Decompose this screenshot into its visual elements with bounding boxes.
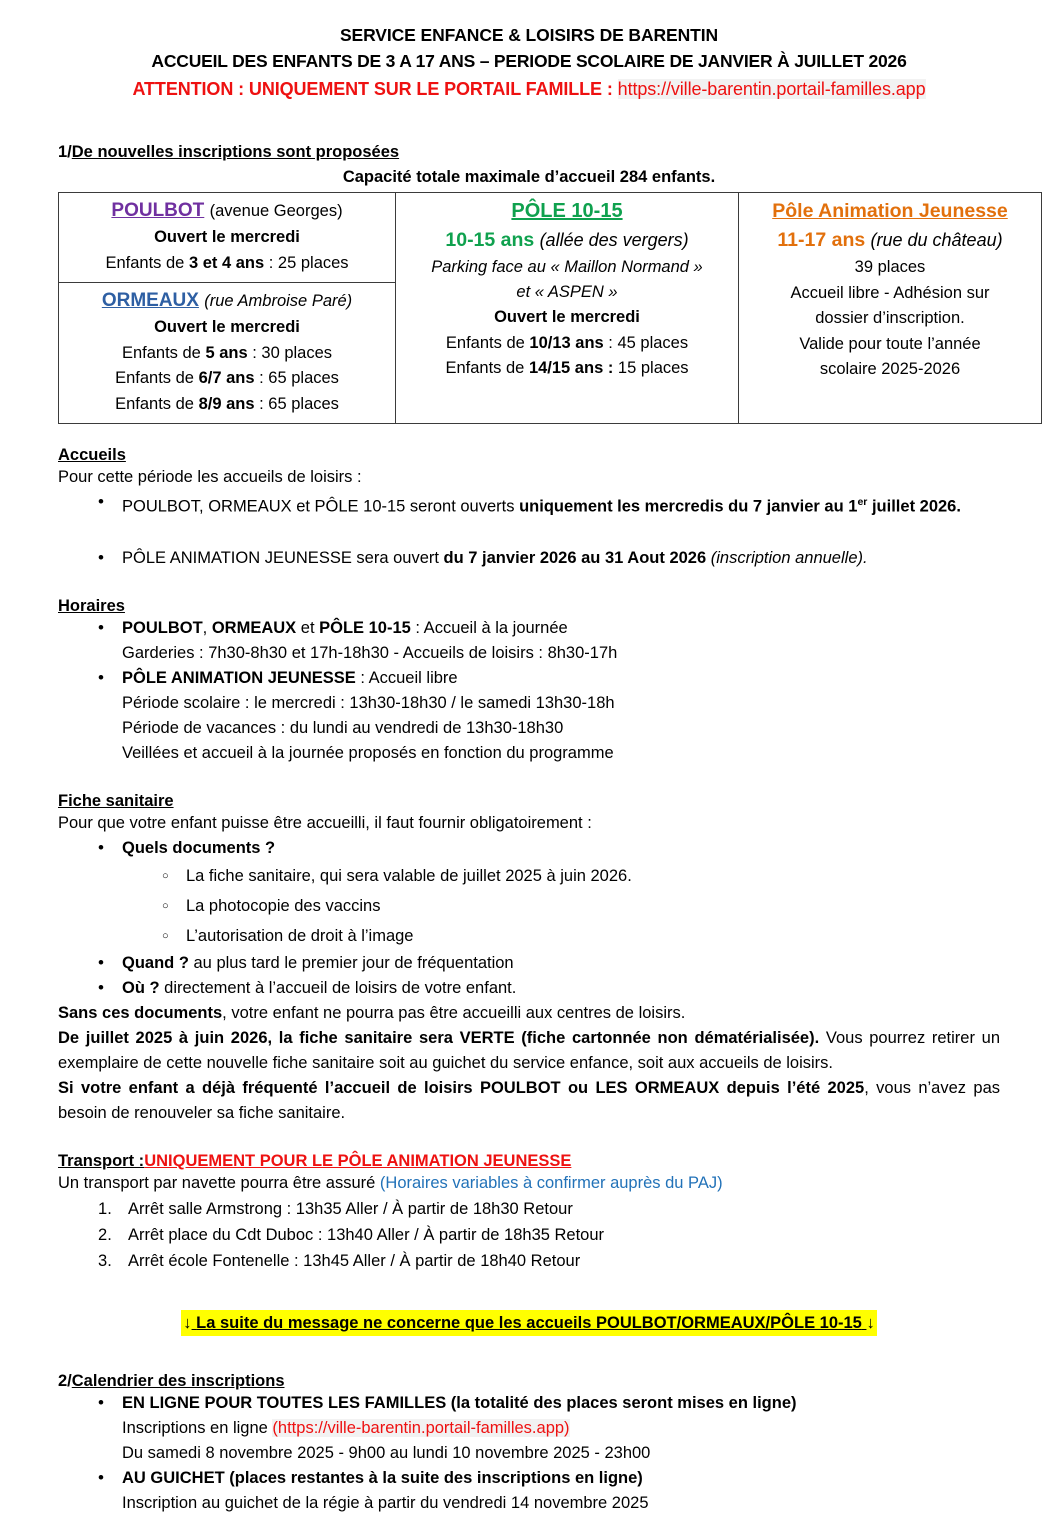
capacity-table [58, 192, 1042, 424]
horaires-i1-m1: , [202, 618, 212, 637]
poulbot-address: (avenue Georges) [209, 202, 343, 220]
pole-row1-suffix: : 45 places [603, 333, 689, 352]
accueils-intro: Pour cette période les accueils de loisirs : [58, 468, 362, 486]
pole-header [402, 197, 732, 226]
transport-heading [58, 1152, 1000, 1171]
poulbot-row-prefix: Enfants de [105, 253, 189, 272]
accueils-b2-part1: PÔLE ANIMATION JEUNESSE sera ouvert [122, 548, 444, 567]
paj-line-1: Accueil libre - Adhésion sur [790, 283, 990, 302]
transport-stop-list [58, 1196, 1000, 1274]
ormeaux-open-text: Ouvert le mercredi [154, 318, 300, 336]
section-2-number: 2/ [58, 1371, 72, 1390]
accueils-b1-part1: POULBOT, ORMEAUX et PÔLE 10-15 seront ouverts [122, 497, 520, 516]
fiche-para1-bold: Sans ces documents [58, 1003, 223, 1022]
highlight-banner-wrap [58, 1310, 1000, 1336]
online-sub-2: Du samedi 8 novembre 2025 - 9h00 au lundi 10 novembre 2025 - 23h00 [122, 1443, 651, 1462]
list-item: ○ La fiche sanitaire, qui sera valable de juillet 2025 à juin 2026. [58, 861, 1000, 891]
ormeaux-address: (rue Ambroise Paré) [204, 292, 353, 310]
guichet-bold: AU GUICHET (places restantes à la suite des inscriptions en ligne) [122, 1468, 643, 1487]
list-item [58, 666, 1000, 691]
ormeaux-row1-prefix: Enfants de [121, 343, 206, 362]
fiche-ou-bold: Où ? [122, 978, 160, 997]
poulbot-name: POULBOT [111, 200, 205, 221]
accueils-b2-bold1: du 7 janvier 2026 au 31 Aout 2026 [443, 548, 707, 567]
portal-url-link[interactable]: https://ville-barentin.portail-familles.app [617, 79, 926, 99]
online-sub-1 [58, 1416, 1000, 1441]
banner-text: La suite du message ne concerne que les accueils POULBOT/ORMEAUX/PÔLE 10-15 [196, 1313, 862, 1332]
list-item: Arrêt salle Armstrong : 13h35 Aller / À partir de 18h30 Retour [128, 1199, 573, 1218]
fiche-ou-rest: directement à l’accueil de loisirs de votre enfant. [159, 978, 517, 997]
fiche-para2-rest: Vous pourrez retirer un exemplaire de cette nouvelle fiche sanitaire soit au guichet du service enfance, soit aux accueils de loisirs. [58, 1028, 1001, 1072]
list-item [58, 490, 1000, 520]
ormeaux-open [65, 315, 389, 341]
list-item [58, 976, 1000, 1001]
ormeaux-row3-ages: 8/9 ans [198, 394, 255, 413]
section-2-title: Calendrier des inscriptions [71, 1371, 285, 1390]
header-line-1: SERVICE ENFANCE & LOISIRS DE BARENTIN [339, 25, 719, 45]
transport-label: Transport : [58, 1151, 145, 1170]
pole-parking-line-1: Parking face au « Maillon Normand » [431, 258, 703, 276]
ormeaux-row3-prefix: Enfants de [115, 394, 199, 413]
ormeaux-name: ORMEAUX [101, 290, 199, 311]
list-item [58, 836, 1000, 861]
fiche-para3-rest: , vous n’avez pas besoin de renouveler sa fiche sanitaire. [58, 1078, 1000, 1122]
transport-section [58, 1152, 1000, 1274]
list-item [58, 546, 1000, 571]
poulbot-header [65, 197, 389, 225]
fiche-quels-documents: Quels documents ? [122, 838, 276, 857]
pole-row2-suffix: 15 places [613, 359, 689, 377]
pole-open-text: Ouvert le mercredi [494, 308, 640, 326]
fiche-para-3 [58, 1076, 1000, 1126]
fiche-para-2 [58, 1026, 1000, 1076]
pole-ages-line [402, 226, 732, 255]
horaires-item1-sub: Garderies : 7h30-8h30 et 17h-18h30 - Accueils de loisirs : 8h30-17h [122, 643, 618, 662]
paj-ages-line [745, 226, 1035, 255]
fiche-title: Fiche sanitaire [58, 791, 174, 810]
section-2-online-list [58, 1391, 1000, 1416]
pole-capacity-row-2 [402, 356, 732, 382]
pole-row1-ages: 10/13 ans [529, 333, 604, 352]
table-row [59, 193, 1042, 283]
horaires-title: Horaires [58, 596, 125, 615]
section-1-title: De nouvelles inscriptions sont proposées [71, 143, 400, 161]
poulbot-capacity-row [65, 251, 389, 277]
cell-poulbot [59, 193, 396, 283]
list-item [58, 951, 1000, 976]
transport-intro-note: (Horaires variables à confirmer auprès du PAJ) [379, 1173, 723, 1192]
section-1-heading [58, 143, 1000, 162]
poulbot-row-suffix: : 25 places [264, 253, 349, 272]
horaires-bullet-list [58, 616, 1000, 641]
pole-row1-prefix: Enfants de [445, 333, 530, 352]
section-2-heading [58, 1372, 1000, 1391]
fiche-bullet-list [58, 836, 1000, 861]
attention-label: ATTENTION : UNIQUEMENT SUR LE PORTAIL FAMILLE : [132, 79, 613, 99]
transport-intro-text: Un transport par navette pourra être assuré [58, 1173, 380, 1192]
ormeaux-row2-ages: 6/7 ans [198, 369, 255, 387]
list-item: Arrêt école Fontenelle : 13h45 Aller / À partir de 18h40 Retour [128, 1251, 581, 1270]
list-item: Arrêt place du Cdt Duboc : 13h40 Aller / À partir de 18h35 Retour [128, 1225, 605, 1244]
horaires-i1-m2: et [296, 618, 320, 637]
pole-capacity-row-1 [402, 331, 732, 357]
paj-line-4: scolaire 2025-2026 [819, 360, 961, 378]
fiche-intro: Pour que votre enfant puisse être accueilli, il faut fournir obligatoirement : [58, 813, 592, 832]
fiche-docs-list [58, 861, 1000, 951]
list-item: ○ La photocopie des vaccins [58, 891, 1000, 921]
pole-address: (allée des vergers) [539, 230, 689, 250]
capacity-line: Capacité totale maximale d’accueil 284 enfants. [342, 168, 716, 186]
list-item [58, 616, 1000, 641]
fiche-quand-bold: Quand ? [122, 953, 189, 972]
online-registration-url[interactable]: (https://ville-barentin.portail-familles.app) [272, 1418, 570, 1437]
paj-header [745, 197, 1035, 226]
ormeaux-row2-suffix: : 65 places [254, 369, 339, 387]
fiche-para-1 [58, 1001, 1000, 1026]
accueils-b1-bold2: juillet 2026. [867, 497, 961, 516]
ormeaux-row1-suffix: : 30 places [247, 343, 333, 362]
fiche-sanitaire-section [58, 792, 1000, 1126]
horaires-i1-b1: POULBOT [122, 618, 203, 637]
accueils-title: Accueils [58, 446, 126, 464]
ormeaux-header [65, 287, 389, 315]
fiche-para2-bold: De juillet 2025 à juin 2026, la fiche sanitaire sera VERTE (fiche cartonnée non dématérialisée). [58, 1028, 820, 1047]
accueils-section [58, 446, 1000, 571]
arrow-down-left-icon: ↓ [183, 1313, 192, 1332]
document-header [58, 22, 1000, 103]
ormeaux-row2-prefix: Enfants de [115, 369, 199, 387]
paj-ages: 11-17 ans [777, 229, 866, 251]
pole-parking-line-2: et « ASPEN » [516, 283, 618, 301]
cell-ormeaux [59, 283, 396, 424]
ormeaux-row3-suffix: : 65 places [254, 394, 339, 413]
accueils-bullet-list [58, 490, 1000, 571]
horaires-i1-b2: ORMEAUX [211, 618, 297, 637]
list-item: ○ L’autorisation de droit à l’image [58, 921, 1000, 951]
horaires-i2-rest: : Accueil libre [355, 668, 458, 687]
poulbot-open-text: Ouvert le mercredi [154, 228, 300, 246]
pole-open [402, 305, 732, 331]
horaires-item2-sub-1: Période scolaire : le mercredi : 13h30-18h30 / le samedi 13h30-18h [122, 693, 615, 712]
horaires-section [58, 597, 1000, 766]
ormeaux-capacity-row-2 [65, 366, 389, 392]
transport-title-red: UNIQUEMENT POUR LE PÔLE ANIMATION JEUNESSE [144, 1151, 572, 1170]
horaires-i1-rest: : Accueil à la journée [410, 618, 568, 637]
fiche-quand-rest: au plus tard le premier jour de fréquentation [188, 953, 514, 972]
header-attention-line [58, 75, 1000, 103]
ormeaux-capacity-row-3 [65, 392, 389, 418]
pole-name: PÔLE 10-15 [511, 200, 623, 222]
horaires-item2-sub-3: Veillées et accueil à la journée proposés en fonction du programme [122, 743, 614, 762]
pole-ages: 10-15 ans [445, 229, 535, 251]
paj-address: (rue du château) [870, 230, 1003, 250]
pole-row2-ages: 14/15 ans : [528, 359, 614, 377]
arrow-down-right-icon: ↓ [866, 1313, 875, 1332]
horaires-i1-b3: PÔLE 10-15 [319, 618, 411, 637]
fiche-para3-bold: Si votre enfant a déjà fréquenté l’accueil de loisirs POULBOT ou LES ORMEAUX depuis l’été 2025 [58, 1078, 865, 1097]
highlight-banner [181, 1310, 876, 1336]
cell-pole-10-15 [396, 193, 739, 424]
accueils-b1-bold1: uniquement les mercredis du 7 janvier au 1 [519, 497, 858, 516]
section-2 [58, 1372, 1000, 1516]
list-item [58, 1466, 1000, 1491]
cell-pole-animation-jeunesse [739, 193, 1042, 424]
accueils-b2-italic: (inscription annuelle). [706, 548, 868, 567]
ormeaux-capacity-row-1 [65, 341, 389, 367]
list-item [58, 1391, 1000, 1416]
section-1-number: 1/ [58, 143, 72, 161]
paj-name: Pôle Animation Jeunesse [772, 200, 1008, 222]
paj-line-3: Valide pour toute l’année [799, 334, 981, 353]
paj-places: 39 places [854, 258, 926, 276]
pole-row2-prefix: Enfants de [445, 359, 529, 377]
section-2-guichet-list [58, 1466, 1000, 1491]
online-sub1-label: Inscriptions en ligne [122, 1418, 273, 1437]
horaires-bullet-list-2 [58, 666, 1000, 691]
fiche-bullet-list-2 [58, 951, 1000, 1001]
poulbot-open [65, 225, 389, 251]
ormeaux-row1-ages: 5 ans [205, 343, 248, 362]
horaires-item2-sub-2: Période de vacances : du lundi au vendredi de 13h30-18h30 [122, 718, 564, 737]
online-bold: EN LIGNE POUR TOUTES LES FAMILLES (la totalité des places seront mises en ligne) [122, 1393, 797, 1412]
fiche-para1-rest: , votre enfant ne pourra pas être accueilli aux centres de loisirs. [222, 1003, 686, 1022]
header-line-2: ACCUEIL DES ENFANTS DE 3 A 17 ANS – PERIODE SCOLAIRE DE JANVIER À JUILLET 2026 [151, 51, 907, 71]
horaires-i2-b1: PÔLE ANIMATION JEUNESSE [122, 668, 356, 687]
transport-intro [58, 1171, 1000, 1196]
guichet-sub-1: Inscription au guichet de la régie à partir du vendredi 14 novembre 2025 [122, 1493, 649, 1512]
accueils-b1-sup: er [857, 496, 868, 508]
paj-line-2: dossier d’inscription. [815, 309, 965, 327]
poulbot-row-ages: 3 et 4 ans [188, 253, 265, 272]
